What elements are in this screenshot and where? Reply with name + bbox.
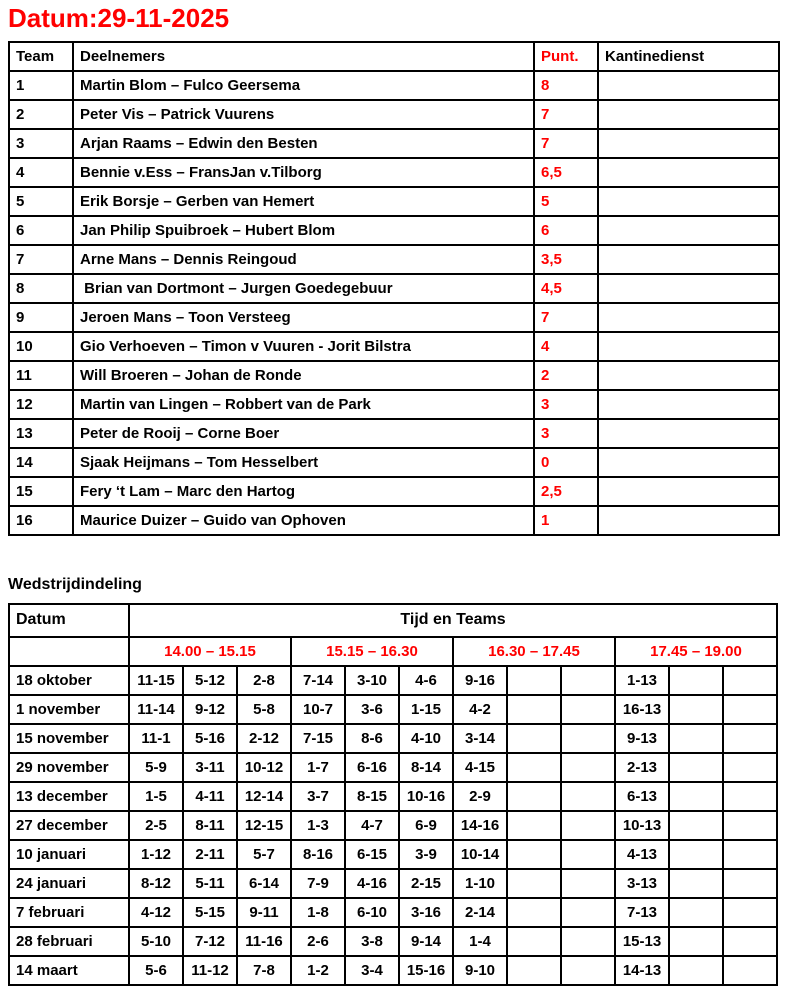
kantinedienst-cell <box>598 332 779 361</box>
match-cell: 3-10 <box>345 666 399 695</box>
team-number-cell: 14 <box>9 448 73 477</box>
match-cell <box>723 724 777 753</box>
match-cell: 1-12 <box>129 840 183 869</box>
match-cell: 2-9 <box>453 782 507 811</box>
punt-cell: 0 <box>534 448 598 477</box>
timeslot-header-cell: 16.30 – 17.45 <box>453 637 615 666</box>
match-cell: 11-1 <box>129 724 183 753</box>
kantinedienst-cell <box>598 245 779 274</box>
match-cell <box>507 695 561 724</box>
schedule-date-cell: 18 oktober <box>9 666 129 695</box>
match-cell <box>507 840 561 869</box>
match-cell: 9-12 <box>183 695 237 724</box>
deelnemers-cell: Fery ‘t Lam – Marc den Hartog <box>73 477 534 506</box>
deelnemers-cell: Arjan Raams – Edwin den Besten <box>73 129 534 158</box>
match-cell <box>669 724 723 753</box>
match-cell <box>669 666 723 695</box>
match-cell: 1-10 <box>453 869 507 898</box>
match-cell: 10-16 <box>399 782 453 811</box>
deelnemers-cell: Gio Verhoeven – Timon v Vuuren - Jorit Bilstra <box>73 332 534 361</box>
match-cell <box>561 956 615 985</box>
kantinedienst-cell <box>598 158 779 187</box>
punt-cell: 7 <box>534 100 598 129</box>
col-header-datum: Datum <box>9 604 129 637</box>
schedule-date-cell: 24 januari <box>9 869 129 898</box>
punt-cell: 6,5 <box>534 158 598 187</box>
match-cell <box>723 811 777 840</box>
timeslot-header-cell: 14.00 – 15.15 <box>129 637 291 666</box>
team-row <box>9 245 779 274</box>
deelnemers-cell: Martin van Lingen – Robbert van de Park <box>73 390 534 419</box>
match-cell: 3-6 <box>345 695 399 724</box>
schedule-date-cell: 29 november <box>9 753 129 782</box>
deelnemers-cell: Peter Vis – Patrick Vuurens <box>73 100 534 129</box>
match-cell: 4-15 <box>453 753 507 782</box>
match-cell: 4-13 <box>615 840 669 869</box>
punt-cell: 1 <box>534 506 598 535</box>
team-row <box>9 477 779 506</box>
match-cell: 11-12 <box>183 956 237 985</box>
team-number-cell: 9 <box>9 303 73 332</box>
match-cell: 5-16 <box>183 724 237 753</box>
team-number-cell: 7 <box>9 245 73 274</box>
team-row <box>9 129 779 158</box>
match-cell: 2-11 <box>183 840 237 869</box>
team-number-cell: 3 <box>9 129 73 158</box>
team-row <box>9 419 779 448</box>
match-cell: 9-16 <box>453 666 507 695</box>
match-cell <box>669 927 723 956</box>
match-cell <box>507 956 561 985</box>
punt-cell: 6 <box>534 216 598 245</box>
match-cell <box>507 927 561 956</box>
match-cell: 10-13 <box>615 811 669 840</box>
schedule-table <box>8 603 778 986</box>
match-cell <box>561 840 615 869</box>
team-row <box>9 274 779 303</box>
match-cell: 14-13 <box>615 956 669 985</box>
match-cell: 2-8 <box>237 666 291 695</box>
match-cell <box>723 840 777 869</box>
kantinedienst-cell <box>598 303 779 332</box>
schedule-row <box>9 811 777 840</box>
match-cell: 5-12 <box>183 666 237 695</box>
punt-cell: 2,5 <box>534 477 598 506</box>
match-cell: 5-8 <box>237 695 291 724</box>
match-cell: 1-3 <box>291 811 345 840</box>
teams-table-body <box>9 71 779 535</box>
match-cell: 1-4 <box>453 927 507 956</box>
match-cell: 2-5 <box>129 811 183 840</box>
match-cell: 3-13 <box>615 869 669 898</box>
team-row <box>9 100 779 129</box>
schedule-date-cell: 13 december <box>9 782 129 811</box>
match-cell: 6-14 <box>237 869 291 898</box>
kantinedienst-cell <box>598 361 779 390</box>
kantinedienst-cell <box>598 216 779 245</box>
match-cell: 1-13 <box>615 666 669 695</box>
match-cell: 9-13 <box>615 724 669 753</box>
team-row <box>9 390 779 419</box>
match-cell: 3-9 <box>399 840 453 869</box>
match-cell <box>723 695 777 724</box>
match-cell <box>669 956 723 985</box>
team-row <box>9 158 779 187</box>
team-number-cell: 10 <box>9 332 73 361</box>
col-header-punt: Punt. <box>534 42 598 71</box>
match-cell: 6-13 <box>615 782 669 811</box>
team-row <box>9 332 779 361</box>
match-cell: 4-12 <box>129 898 183 927</box>
schedule-row <box>9 956 777 985</box>
schedule-date-cell: 27 december <box>9 811 129 840</box>
match-cell: 3-16 <box>399 898 453 927</box>
match-cell: 1-15 <box>399 695 453 724</box>
match-cell: 11-14 <box>129 695 183 724</box>
schedule-date-cell: 15 november <box>9 724 129 753</box>
match-cell <box>723 666 777 695</box>
match-cell <box>507 898 561 927</box>
match-cell: 5-6 <box>129 956 183 985</box>
kantinedienst-cell <box>598 390 779 419</box>
match-cell: 4-7 <box>345 811 399 840</box>
kantinedienst-cell <box>598 506 779 535</box>
match-cell: 5-15 <box>183 898 237 927</box>
team-number-cell: 15 <box>9 477 73 506</box>
page-title: Datum:29-11-2025 <box>8 3 230 33</box>
match-cell <box>507 869 561 898</box>
match-cell <box>669 811 723 840</box>
kantinedienst-cell <box>598 129 779 158</box>
match-cell <box>561 666 615 695</box>
match-cell: 3-11 <box>183 753 237 782</box>
match-cell: 8-14 <box>399 753 453 782</box>
punt-cell: 4,5 <box>534 274 598 303</box>
match-cell <box>561 869 615 898</box>
schedule-date-cell: 14 maart <box>9 956 129 985</box>
team-row <box>9 71 779 100</box>
match-cell: 12-14 <box>237 782 291 811</box>
teams-header-row <box>9 42 779 71</box>
match-cell: 8-11 <box>183 811 237 840</box>
punt-cell: 4 <box>534 332 598 361</box>
match-cell: 1-7 <box>291 753 345 782</box>
punt-cell: 5 <box>534 187 598 216</box>
punt-cell: 3,5 <box>534 245 598 274</box>
match-cell <box>669 869 723 898</box>
match-cell: 8-6 <box>345 724 399 753</box>
team-number-cell: 8 <box>9 274 73 303</box>
schedule-date-cell: 10 januari <box>9 840 129 869</box>
match-cell: 7-15 <box>291 724 345 753</box>
match-cell <box>723 898 777 927</box>
match-cell: 15-13 <box>615 927 669 956</box>
punt-cell: 7 <box>534 303 598 332</box>
schedule-row <box>9 869 777 898</box>
match-cell <box>669 782 723 811</box>
kantinedienst-cell <box>598 100 779 129</box>
match-cell: 2-15 <box>399 869 453 898</box>
punt-cell: 3 <box>534 390 598 419</box>
match-cell: 4-10 <box>399 724 453 753</box>
match-cell: 14-16 <box>453 811 507 840</box>
kantinedienst-cell <box>598 187 779 216</box>
match-cell: 9-10 <box>453 956 507 985</box>
match-cell <box>507 724 561 753</box>
schedule-header-row <box>9 604 777 637</box>
match-cell <box>561 927 615 956</box>
match-cell: 4-2 <box>453 695 507 724</box>
match-cell: 2-12 <box>237 724 291 753</box>
match-cell <box>669 840 723 869</box>
timeslot-empty-cell <box>9 637 129 666</box>
match-cell: 3-7 <box>291 782 345 811</box>
schedule-table-body <box>9 666 777 985</box>
match-cell: 7-8 <box>237 956 291 985</box>
deelnemers-cell: Sjaak Heijmans – Tom Hesselbert <box>73 448 534 477</box>
schedule-row <box>9 927 777 956</box>
team-row <box>9 448 779 477</box>
team-number-cell: 4 <box>9 158 73 187</box>
match-cell: 7-9 <box>291 869 345 898</box>
match-cell: 5-7 <box>237 840 291 869</box>
col-header-tijd-en-teams: Tijd en Teams <box>129 604 777 637</box>
match-cell <box>507 753 561 782</box>
match-cell <box>561 811 615 840</box>
match-cell: 4-11 <box>183 782 237 811</box>
match-cell: 1-5 <box>129 782 183 811</box>
deelnemers-cell: Jeroen Mans – Toon Versteeg <box>73 303 534 332</box>
match-cell: 7-12 <box>183 927 237 956</box>
timeslot-header-row <box>9 637 777 666</box>
schedule-date-cell: 7 februari <box>9 898 129 927</box>
match-cell: 10-7 <box>291 695 345 724</box>
kantinedienst-cell <box>598 419 779 448</box>
match-cell: 6-15 <box>345 840 399 869</box>
match-cell <box>561 695 615 724</box>
match-cell: 12-15 <box>237 811 291 840</box>
punt-cell: 8 <box>534 71 598 100</box>
match-cell: 6-9 <box>399 811 453 840</box>
match-cell: 7-14 <box>291 666 345 695</box>
match-cell: 11-16 <box>237 927 291 956</box>
match-cell <box>561 782 615 811</box>
team-row <box>9 187 779 216</box>
match-cell: 2-14 <box>453 898 507 927</box>
timeslot-header-cell: 17.45 – 19.00 <box>615 637 777 666</box>
deelnemers-cell: Martin Blom – Fulco Geersema <box>73 71 534 100</box>
match-cell: 6-16 <box>345 753 399 782</box>
match-cell: 3-8 <box>345 927 399 956</box>
punt-cell: 7 <box>534 129 598 158</box>
deelnemers-cell: Peter de Rooij – Corne Boer <box>73 419 534 448</box>
deelnemers-cell: Maurice Duizer – Guido van Ophoven <box>73 506 534 535</box>
match-cell: 2-6 <box>291 927 345 956</box>
schedule-row <box>9 840 777 869</box>
match-cell: 5-11 <box>183 869 237 898</box>
deelnemers-cell: Jan Philip Spuibroek – Hubert Blom <box>73 216 534 245</box>
teams-table <box>8 41 780 536</box>
match-cell: 8-16 <box>291 840 345 869</box>
match-cell: 2-13 <box>615 753 669 782</box>
match-cell: 4-6 <box>399 666 453 695</box>
match-cell <box>723 869 777 898</box>
match-cell: 10-12 <box>237 753 291 782</box>
kantinedienst-cell <box>598 477 779 506</box>
col-header-kantinedienst: Kantinedienst <box>598 42 779 71</box>
match-cell: 5-10 <box>129 927 183 956</box>
match-cell: 15-16 <box>399 956 453 985</box>
team-number-cell: 5 <box>9 187 73 216</box>
match-cell <box>723 956 777 985</box>
match-cell: 9-14 <box>399 927 453 956</box>
match-cell: 4-16 <box>345 869 399 898</box>
deelnemers-cell: Brian van Dortmont – Jurgen Goedegebuur <box>73 274 534 303</box>
team-number-cell: 2 <box>9 100 73 129</box>
match-cell <box>561 724 615 753</box>
match-cell: 3-14 <box>453 724 507 753</box>
deelnemers-cell: Arne Mans – Dennis Reingoud <box>73 245 534 274</box>
team-number-cell: 13 <box>9 419 73 448</box>
schedule-row <box>9 666 777 695</box>
team-number-cell: 11 <box>9 361 73 390</box>
match-cell: 9-11 <box>237 898 291 927</box>
team-row <box>9 361 779 390</box>
team-number-cell: 16 <box>9 506 73 535</box>
match-cell <box>723 927 777 956</box>
deelnemers-cell: Bennie v.Ess – FransJan v.Tilborg <box>73 158 534 187</box>
match-cell <box>561 898 615 927</box>
match-cell: 8-15 <box>345 782 399 811</box>
match-cell: 7-13 <box>615 898 669 927</box>
match-cell <box>669 753 723 782</box>
punt-cell: 2 <box>534 361 598 390</box>
team-number-cell: 1 <box>9 71 73 100</box>
match-cell: 5-9 <box>129 753 183 782</box>
kantinedienst-cell <box>598 274 779 303</box>
team-row <box>9 303 779 332</box>
match-cell: 10-14 <box>453 840 507 869</box>
col-header-deelnemers: Deelnemers <box>73 42 534 71</box>
schedule-row <box>9 898 777 927</box>
kantinedienst-cell <box>598 448 779 477</box>
match-cell: 6-10 <box>345 898 399 927</box>
match-cell: 16-13 <box>615 695 669 724</box>
deelnemers-cell: Will Broeren – Johan de Ronde <box>73 361 534 390</box>
team-number-cell: 12 <box>9 390 73 419</box>
schedule-row <box>9 782 777 811</box>
schedule-date-cell: 1 november <box>9 695 129 724</box>
match-cell <box>669 898 723 927</box>
schedule-row <box>9 724 777 753</box>
team-number-cell: 6 <box>9 216 73 245</box>
team-row <box>9 506 779 535</box>
kantinedienst-cell <box>598 71 779 100</box>
schedule-row <box>9 695 777 724</box>
match-cell <box>669 695 723 724</box>
match-cell: 8-12 <box>129 869 183 898</box>
match-cell: 1-2 <box>291 956 345 985</box>
match-cell <box>561 753 615 782</box>
match-cell <box>507 782 561 811</box>
match-cell <box>723 782 777 811</box>
match-cell: 1-8 <box>291 898 345 927</box>
deelnemers-cell: Erik Borsje – Gerben van Hemert <box>73 187 534 216</box>
schedule-row <box>9 753 777 782</box>
punt-cell: 3 <box>534 419 598 448</box>
match-cell: 3-4 <box>345 956 399 985</box>
match-cell: 11-15 <box>129 666 183 695</box>
col-header-team: Team <box>9 42 73 71</box>
match-cell <box>507 666 561 695</box>
schedule-date-cell: 28 februari <box>9 927 129 956</box>
match-cell <box>507 811 561 840</box>
match-cell <box>723 753 777 782</box>
schedule-heading: Wedstrijdindeling <box>8 575 142 593</box>
team-row <box>9 216 779 245</box>
timeslot-header-cell: 15.15 – 16.30 <box>291 637 453 666</box>
